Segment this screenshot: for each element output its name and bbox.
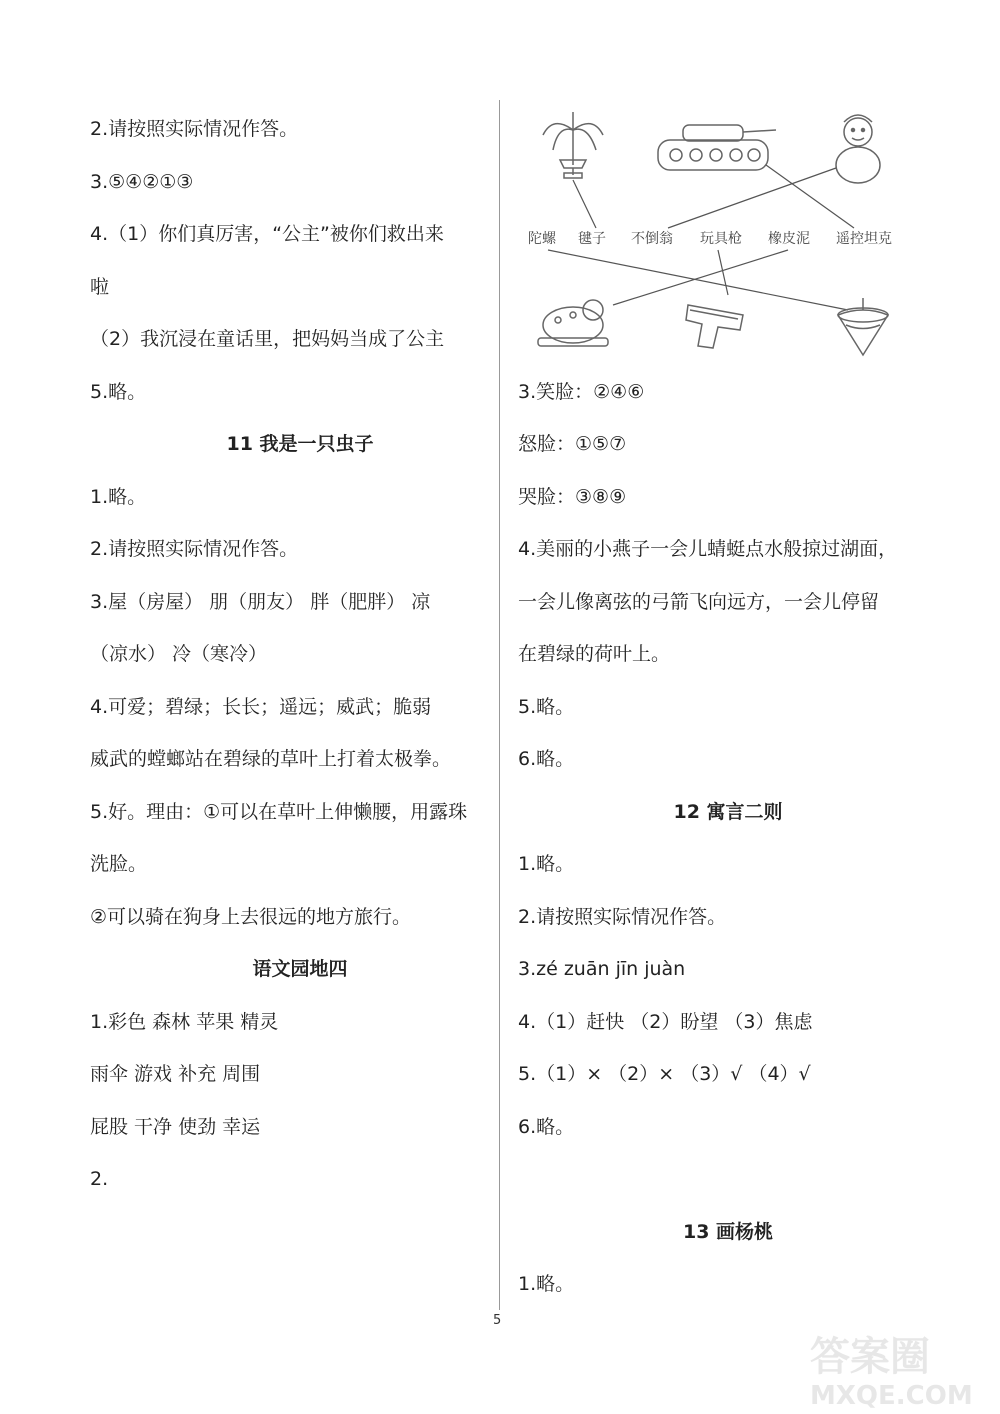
answer-line: （凉水） 冷（寒冷） [90,643,268,665]
right-column [518,100,938,1308]
site-watermark [800,1330,990,1410]
toy-label: 不倒翁 [631,231,673,247]
section-heading-11: 11 我是一只虫子 [226,433,374,455]
answer-line: 2.请按照实际情况作答。 [518,905,727,928]
answer-line: 5.略。 [90,380,147,403]
answer-line: 2. [90,1168,109,1190]
watermark-url: MXQE.COM [810,1381,973,1410]
answer-line: 1.略。 [518,1273,575,1295]
left-column [90,100,490,1203]
section-heading-13: 13 画杨桃 [682,1220,774,1243]
toy-label: 玩具枪 [700,231,742,247]
answer-line: 2.请按照实际情况作答。 [90,118,299,140]
answer-line: 啦 [90,275,110,298]
answer-line: （2）我沉浸在童话里，把妈妈当成了公主 [90,328,445,350]
section-heading-garden: 语文园地四 [252,958,348,980]
answer-line: 威武的螳螂站在碧绿的草叶上打着太极拳。 [90,748,452,770]
answer-line: 怒脸：①⑤⑦ [518,433,627,455]
answer-line: 3.屋（房屋） 朋（朋友） 胖（肥胖） 凉 [90,590,431,613]
answer-line: 1.彩色 森林 苹果 精灵 [90,1010,279,1033]
answer-line: 5.好。理由：①可以在草叶上伸懒腰，用露珠 [90,800,468,823]
answer-line: 5.（1）× （2）× （3）√ （4）√ [518,1063,811,1085]
answer-line: 1.略。 [518,853,575,875]
answer-line: 4.可爱；碧绿；长长；遥远；威武；脆弱 [90,695,432,718]
toy-label: 毽子 [578,231,606,247]
section-heading-12: 12 寓言二则 [673,800,783,823]
column-divider [499,100,500,1310]
answer-line: 在碧绿的荷叶上。 [518,643,671,665]
page-number: 5 [493,1313,502,1328]
answer-line: 4.（1）赶快 （2）盼望 （3）焦虑 [518,1010,813,1033]
answer-line: 一会儿像离弦的弓箭飞向远方，一会儿停留 [518,590,880,613]
toy-label: 遥控坦克 [836,231,892,247]
answer-line: 屁股 干净 使劲 幸运 [90,1115,261,1138]
answer-line: 4.（1）你们真厉害，“公主”被你们救出来 [90,223,444,245]
answer-line: 6.略。 [518,748,575,770]
watermark-logo-text: 答案圈 [810,1334,930,1380]
answer-line: 1.略。 [90,485,147,508]
answer-line: 4.美丽的小燕子一会儿蜻蜓点水般掠过湖面， [518,538,898,560]
answer-line: 6.略。 [518,1115,575,1138]
answer-line: 洗脸。 [90,853,148,875]
answer-line: ②可以骑在狗身上去很远的地方旅行。 [90,905,412,928]
answer-line: 3.笑脸：②④⑥ [518,380,645,403]
answer-line: 3.⑤④②①③ [90,170,194,193]
answer-line: 2.请按照实际情况作答。 [90,538,299,560]
answer-line: 雨伞 游戏 补充 周围 [90,1063,261,1085]
toy-label: 橡皮泥 [768,231,810,247]
answer-line: 3.zé zuān jīn juàn [518,958,686,980]
answer-line: 哭脸：③⑧⑨ [518,485,627,508]
answer-line: 5.略。 [518,695,575,718]
toy-label: 陀螺 [528,231,556,247]
